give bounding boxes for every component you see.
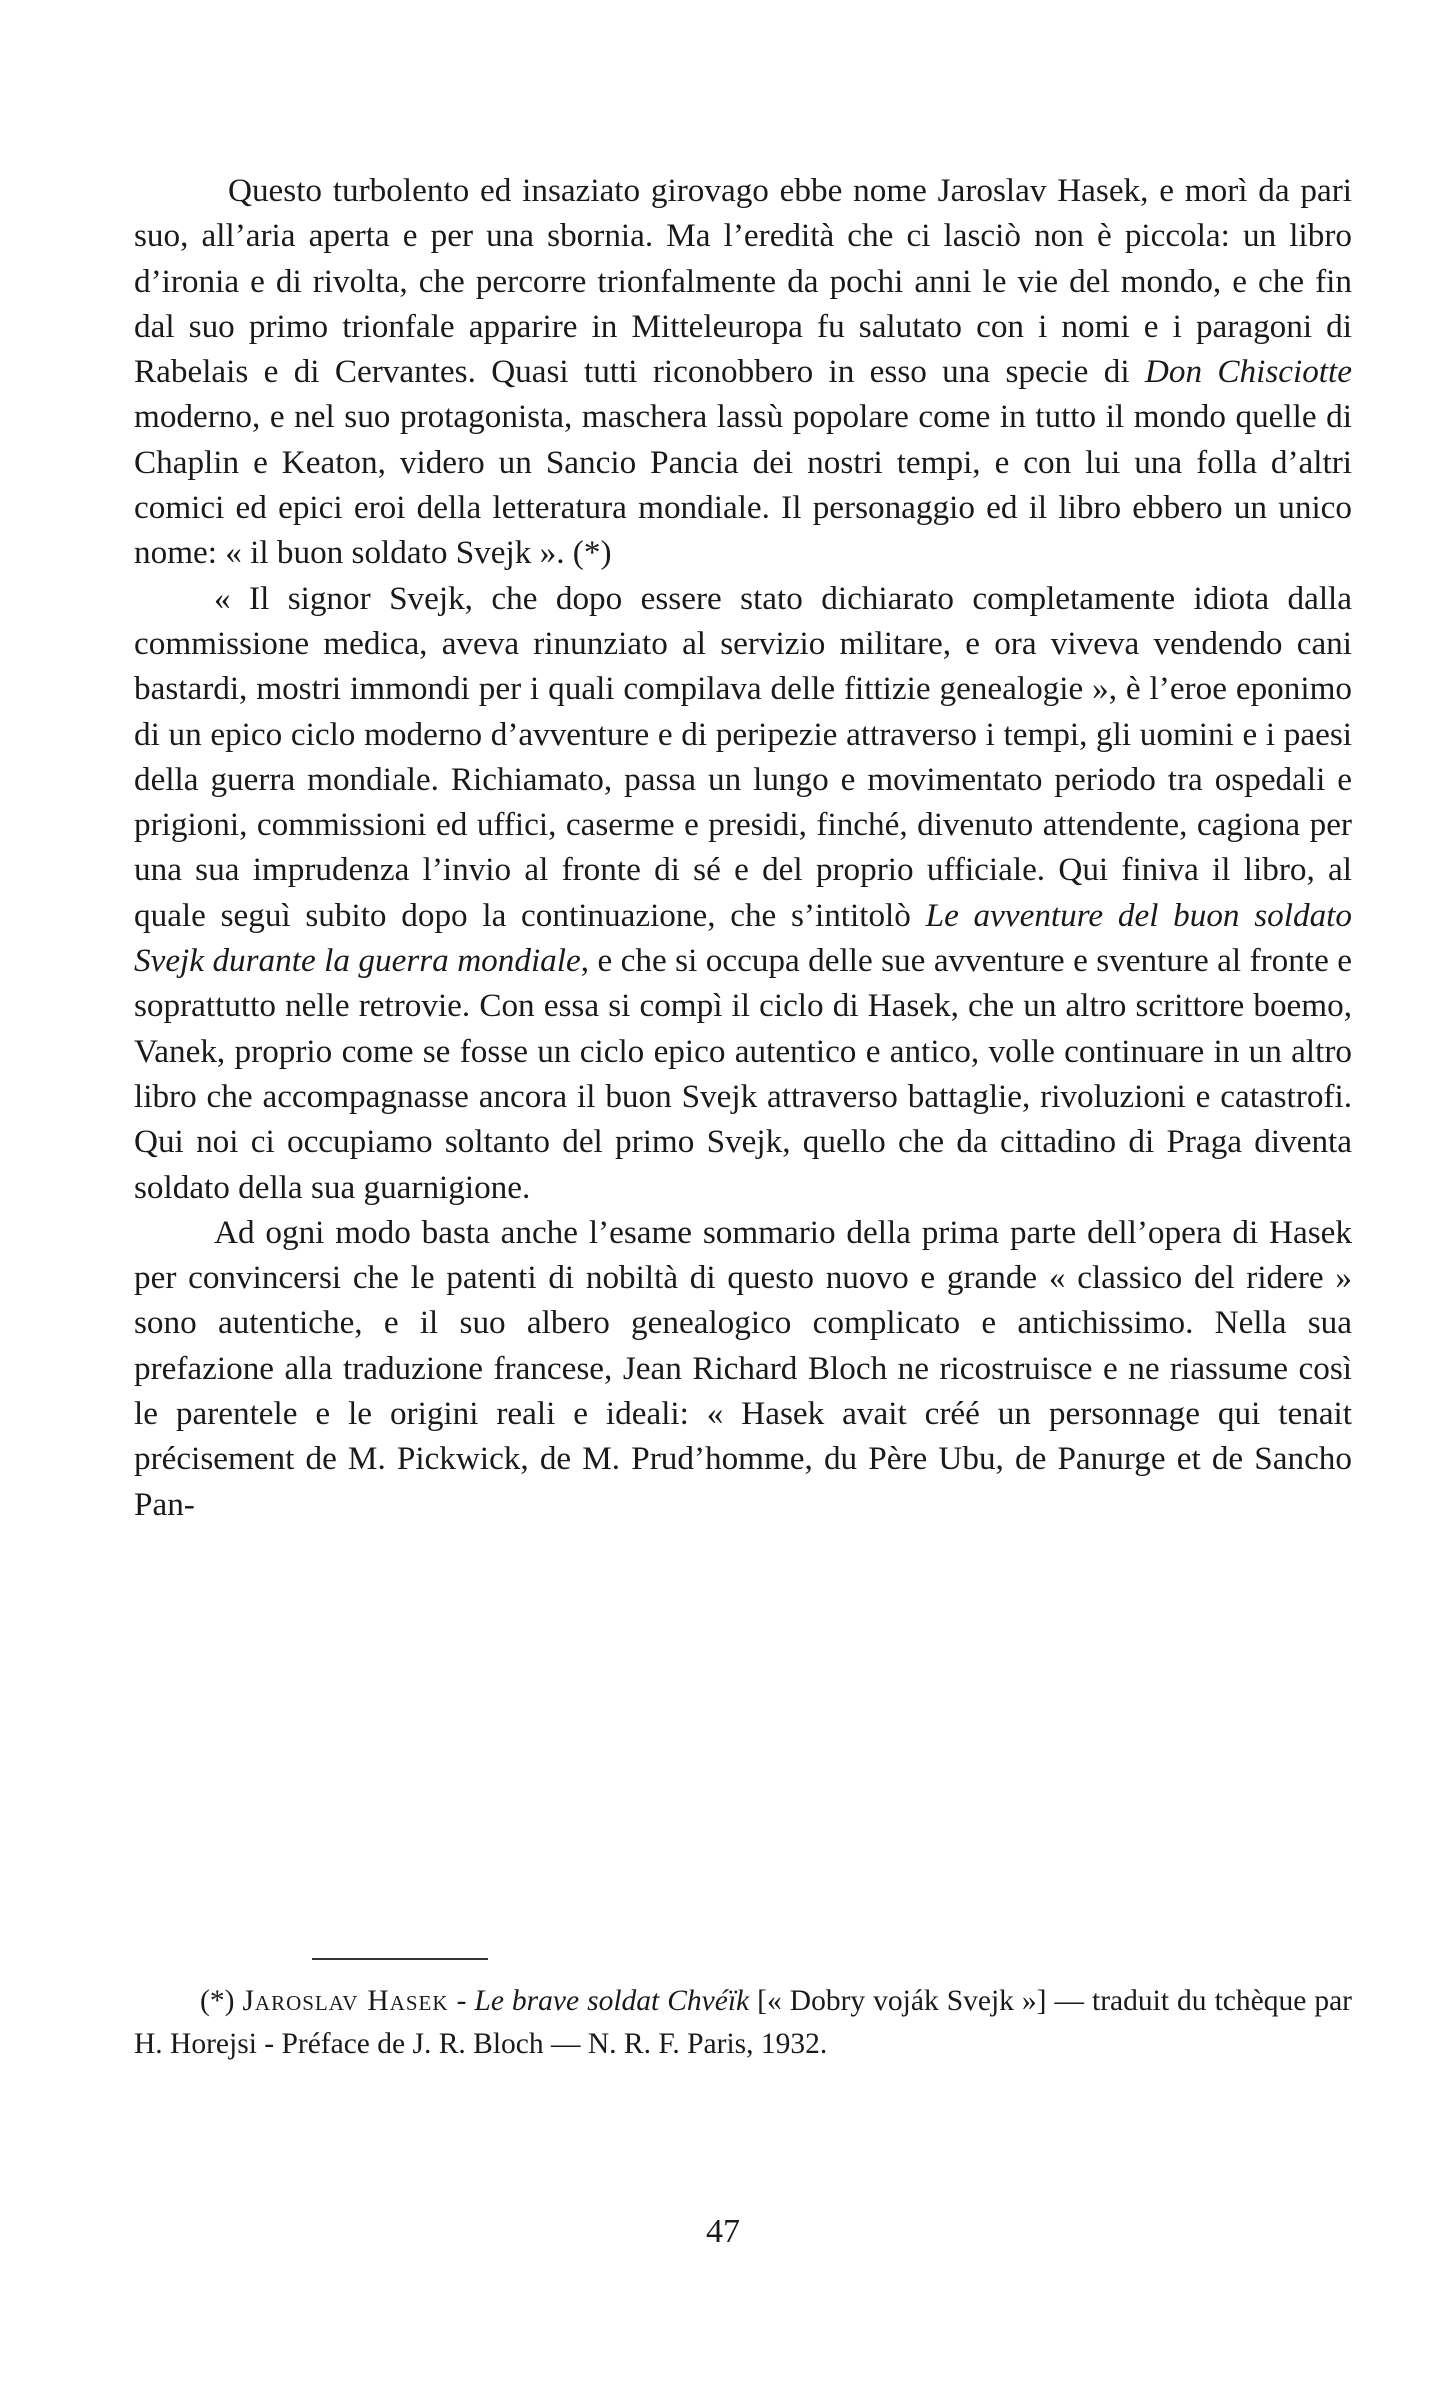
footnote-rest: [« Dobry voják Svejk »] — traduit du tchèque par H. Horejsi - Préface de J. R. Bloch — N. R. F. Paris, 1932. bbox=[134, 1985, 1352, 2060]
footnote-title: Le brave soldat Chvéïk bbox=[474, 1985, 750, 2017]
footnote-separator: - bbox=[448, 1985, 475, 2017]
footnote-marker: (*) bbox=[200, 1985, 235, 2017]
footnote bbox=[134, 1980, 1352, 2066]
main-text bbox=[134, 168, 1352, 1527]
paragraph-1 bbox=[134, 168, 1352, 576]
paragraph-1-italic: Don Chisciotte bbox=[1144, 353, 1352, 391]
footnote-author: Jaroslav Hasek bbox=[242, 1985, 449, 2017]
paragraph-2-italic: Le avventure del buon soldato Svejk durante la guerra mondiale bbox=[134, 896, 1352, 980]
footnote-divider bbox=[312, 1958, 488, 1960]
paragraph-3-text: Ad ogni modo basta anche l’esame sommario della prima parte dell’opera di Hasek per convincersi che le patenti di nobiltà di questo nuovo e grande « classico del ridere » sono autentiche, e il suo albero genealogico complicato e antichissimo. Nella sua prefazione alla traduzione francese, Jean Richard Bloch ne ricostruisce e ne riassume così le parentele e le origini reali e ideali: « Hasek avait créé un personnage qui tenait précisement de M. Pickwick, de M. Prud’homme, du Père Ubu, de Panurge et de Sancho Pan- bbox=[134, 1213, 1352, 1523]
paragraph-3 bbox=[134, 1210, 1352, 1527]
paragraph-2-text: « Il signor Svejk, che dopo essere stato dichiarato completamente idiota dalla commissione medica, aveva rinunziato al servizio militare, e ora viveva vendendo cani bastardi, mostri immondi per i quali compilava delle fittizie genealogie », è l’eroe eponimo di un epico ciclo moderno d’avventure e di peripezie attraverso i tempi, gli uomini e i paesi della guerra mondiale. Richiamato, passa un lungo e movimentato periodo tra ospedali e prigioni, commissioni ed uffici, caserme e presidi, finché, divenuto attendente, cagiona per una sua imprudenza l’invio al fronte di sé e del proprio ufficiale. Qui finiva il libro, al quale seguì subito dopo la continuazione, che s’intitolò bbox=[134, 579, 1352, 934]
paragraph-1-text: Questo turbolento ed insaziato girovago ebbe nome Jaroslav Hasek, e morì da pari suo, all’aria aperta e per una sbornia. Ma l’eredità che ci lasciò non è piccola: un libro d’ironia e di rivolta, che percorre trionfalmente da pochi anni le vie del mondo, e che fin dal suo primo trionfale apparire in Mitteleuropa fu salutato con i nomi e i paragoni di Rabelais e di Cervantes. Quasi tutti riconobbero in esso una specie di bbox=[134, 172, 1352, 391]
paragraph-2 bbox=[134, 576, 1352, 1210]
paragraph-1-after: moderno, e nel suo protagonista, maschera lassù popolare come in tutto il mondo quelle di Chaplin e Keaton, videro un Sancio Pancia dei nostri tempi, e con lui una folla d’altri comici ed epici eroi della letteratura mondiale. Il personaggio ed il libro ebbero un unico nome: « il buon soldato Svejk ». (*) bbox=[134, 398, 1352, 572]
page-number: 47 bbox=[706, 2213, 740, 2250]
paragraph-2-after: , e che si occupa delle sue avventure e sventure al fronte e soprattutto nelle retrovie. Con essa si compì il ciclo di Hasek, che un altro scrittore boemo, Vanek, proprio come se fosse un ciclo epico autentico e antico, volle continuare in un altro libro che accompagnasse ancora il buon Svejk attraverso battaglie, rivoluzioni e catastrofi. Qui noi ci occupiamo soltanto del primo Svejk, quello che da cittadino di Praga diventa soldato della sua guarnigione. bbox=[134, 942, 1353, 1206]
